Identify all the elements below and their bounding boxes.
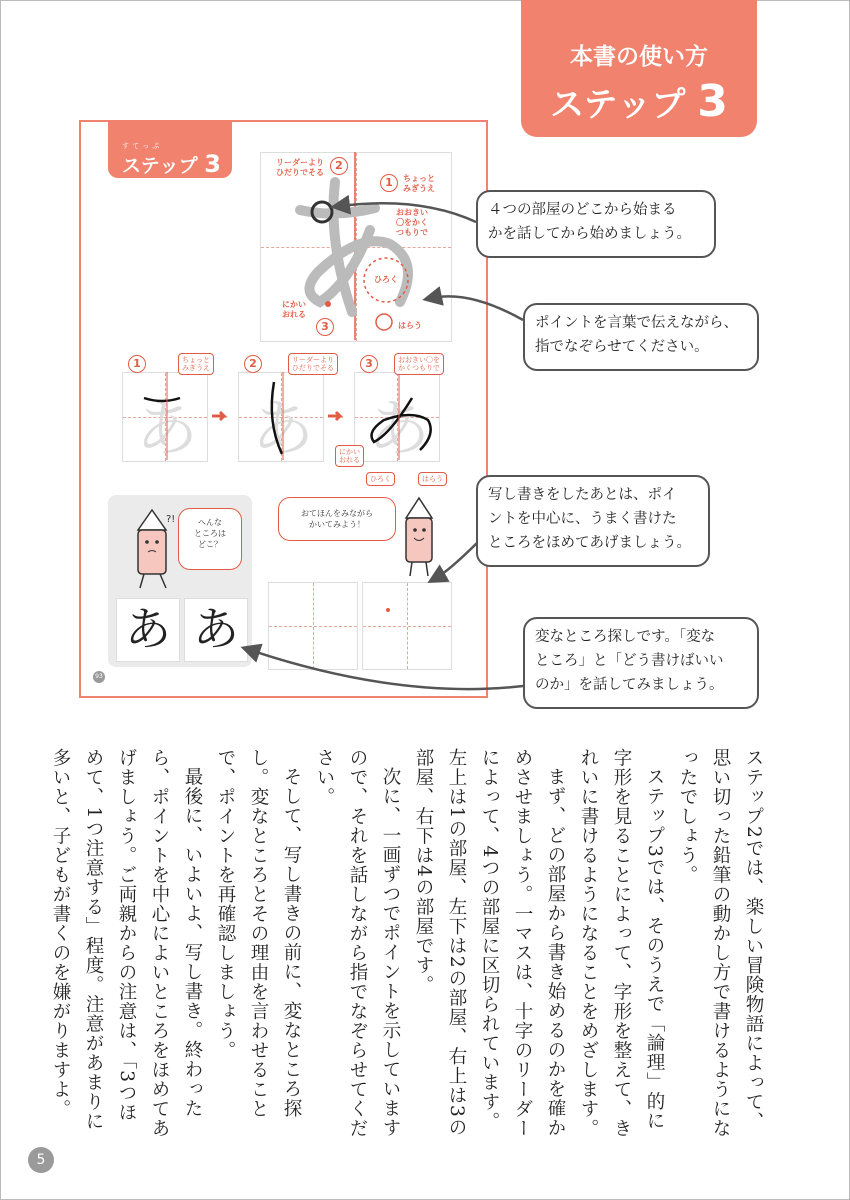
body-paragraph: そして、写し書きの前に、変なところ探し。変なところとその理由を言わせることで、ポイントを再確認しましょう。 [215, 748, 302, 1119]
example-char-1: あ [116, 598, 180, 662]
note-harau: はらう [398, 321, 422, 330]
step-num-1: 1 [128, 355, 146, 373]
svg-text:あ: あ [136, 392, 199, 462]
header-title: 本書の使い方 [570, 44, 708, 70]
big-grid-num-1: 1 [380, 174, 398, 192]
callout-trace-point: ポイントを言葉で伝えながら、 指でなぞらせてください。 [523, 303, 759, 371]
big-grid-num-2: 2 [330, 157, 348, 175]
body-paragraph: まず、どの部屋から書き始めるのかを確かめさせましょう。一マスは、十字のリーダーによって、4つの部屋に区切られています。左上は1の部屋、左下は2の部屋、右上は3の部屋、右下は4の部屋です。 [413, 748, 566, 1138]
step-badge-prefix: ステップ [122, 155, 198, 177]
step-tag-harau: はらう [418, 472, 447, 486]
step-badge-number: 3 [204, 150, 221, 178]
step-tag-hiroku: ひろく [366, 472, 395, 486]
sample-page-number: 93 [93, 671, 105, 683]
bubble-odd-spot: へんな ところは どこ？ [178, 508, 242, 570]
step-badge-ruby: すてっぷ [122, 142, 163, 150]
bubble-try-writing: おてほんをみながら かいてみよう！ [278, 497, 396, 541]
svg-text:あ: あ [368, 392, 431, 462]
callout-start-room: ４つの部屋のどこから始まる かを話してから始めましょう。 [476, 190, 716, 258]
header-step-number: 3 [697, 76, 728, 127]
body-text [50, 748, 770, 1138]
step-tag-2: リーダーより ひだりでそる [288, 353, 338, 375]
note-nikai: にかい おれる [282, 300, 306, 319]
body-paragraph: ステップ3では、そのうえで「論理」的に字形を見ることによって、字形を整えて、きれいに書けるようになることをめざします。 [578, 748, 665, 1138]
step-num-3: 3 [360, 355, 378, 373]
callout-odd-spot: 変なところ探しです。「変な ところ」と「どう書けばいい のか」を話してみましょう。 [523, 617, 759, 709]
body-paragraph: 最後に、いよいよ、写し書き。終わったら、ポイントを中心によいところをほめてあげましょう。ご両親からの注意は、「3つほめて、1つ注意する」程度。注意があまりに多いと、子どもが書くのを嫌がりますよ。 [50, 748, 203, 1138]
svg-text:あ: あ [252, 392, 315, 462]
note-chotto: ちょっと みぎうえ [403, 174, 435, 193]
step-num-2: 2 [244, 355, 262, 373]
note-ookii: おおきい 〇をかく つもりで [396, 208, 428, 237]
body-paragraph: ステップ2では、楽しい冒険物語によって、思い切った鉛筆の動かし方で書けるようになったでしょう。 [677, 748, 764, 1138]
body-paragraph: 次に、一画ずつでポイントを示していますので、それを話しながら指でなぞらせてください。 [314, 748, 401, 1138]
example-char-2: あ [184, 598, 248, 662]
step-tag-3: おおきい〇を かくつもりで [394, 353, 444, 375]
big-grid-num-3: 3 [316, 318, 334, 336]
step-tag-1: ちょっと みぎうえ [178, 353, 214, 375]
header-step-prefix: ステップ [550, 85, 686, 125]
callout-praise: 写し書きをしたあとは、ポイ ントを中心に、うまく書けた ところをほめてあげましょう。 [476, 475, 710, 567]
note-hiroku: ひろく [374, 275, 398, 284]
step-tag-nikai: にかい おれる [335, 445, 364, 467]
page-number: 5 [28, 1147, 54, 1173]
svg-text:?!: ?! [166, 514, 176, 525]
note-leader: リーダーより ひだりでそる [276, 158, 324, 177]
